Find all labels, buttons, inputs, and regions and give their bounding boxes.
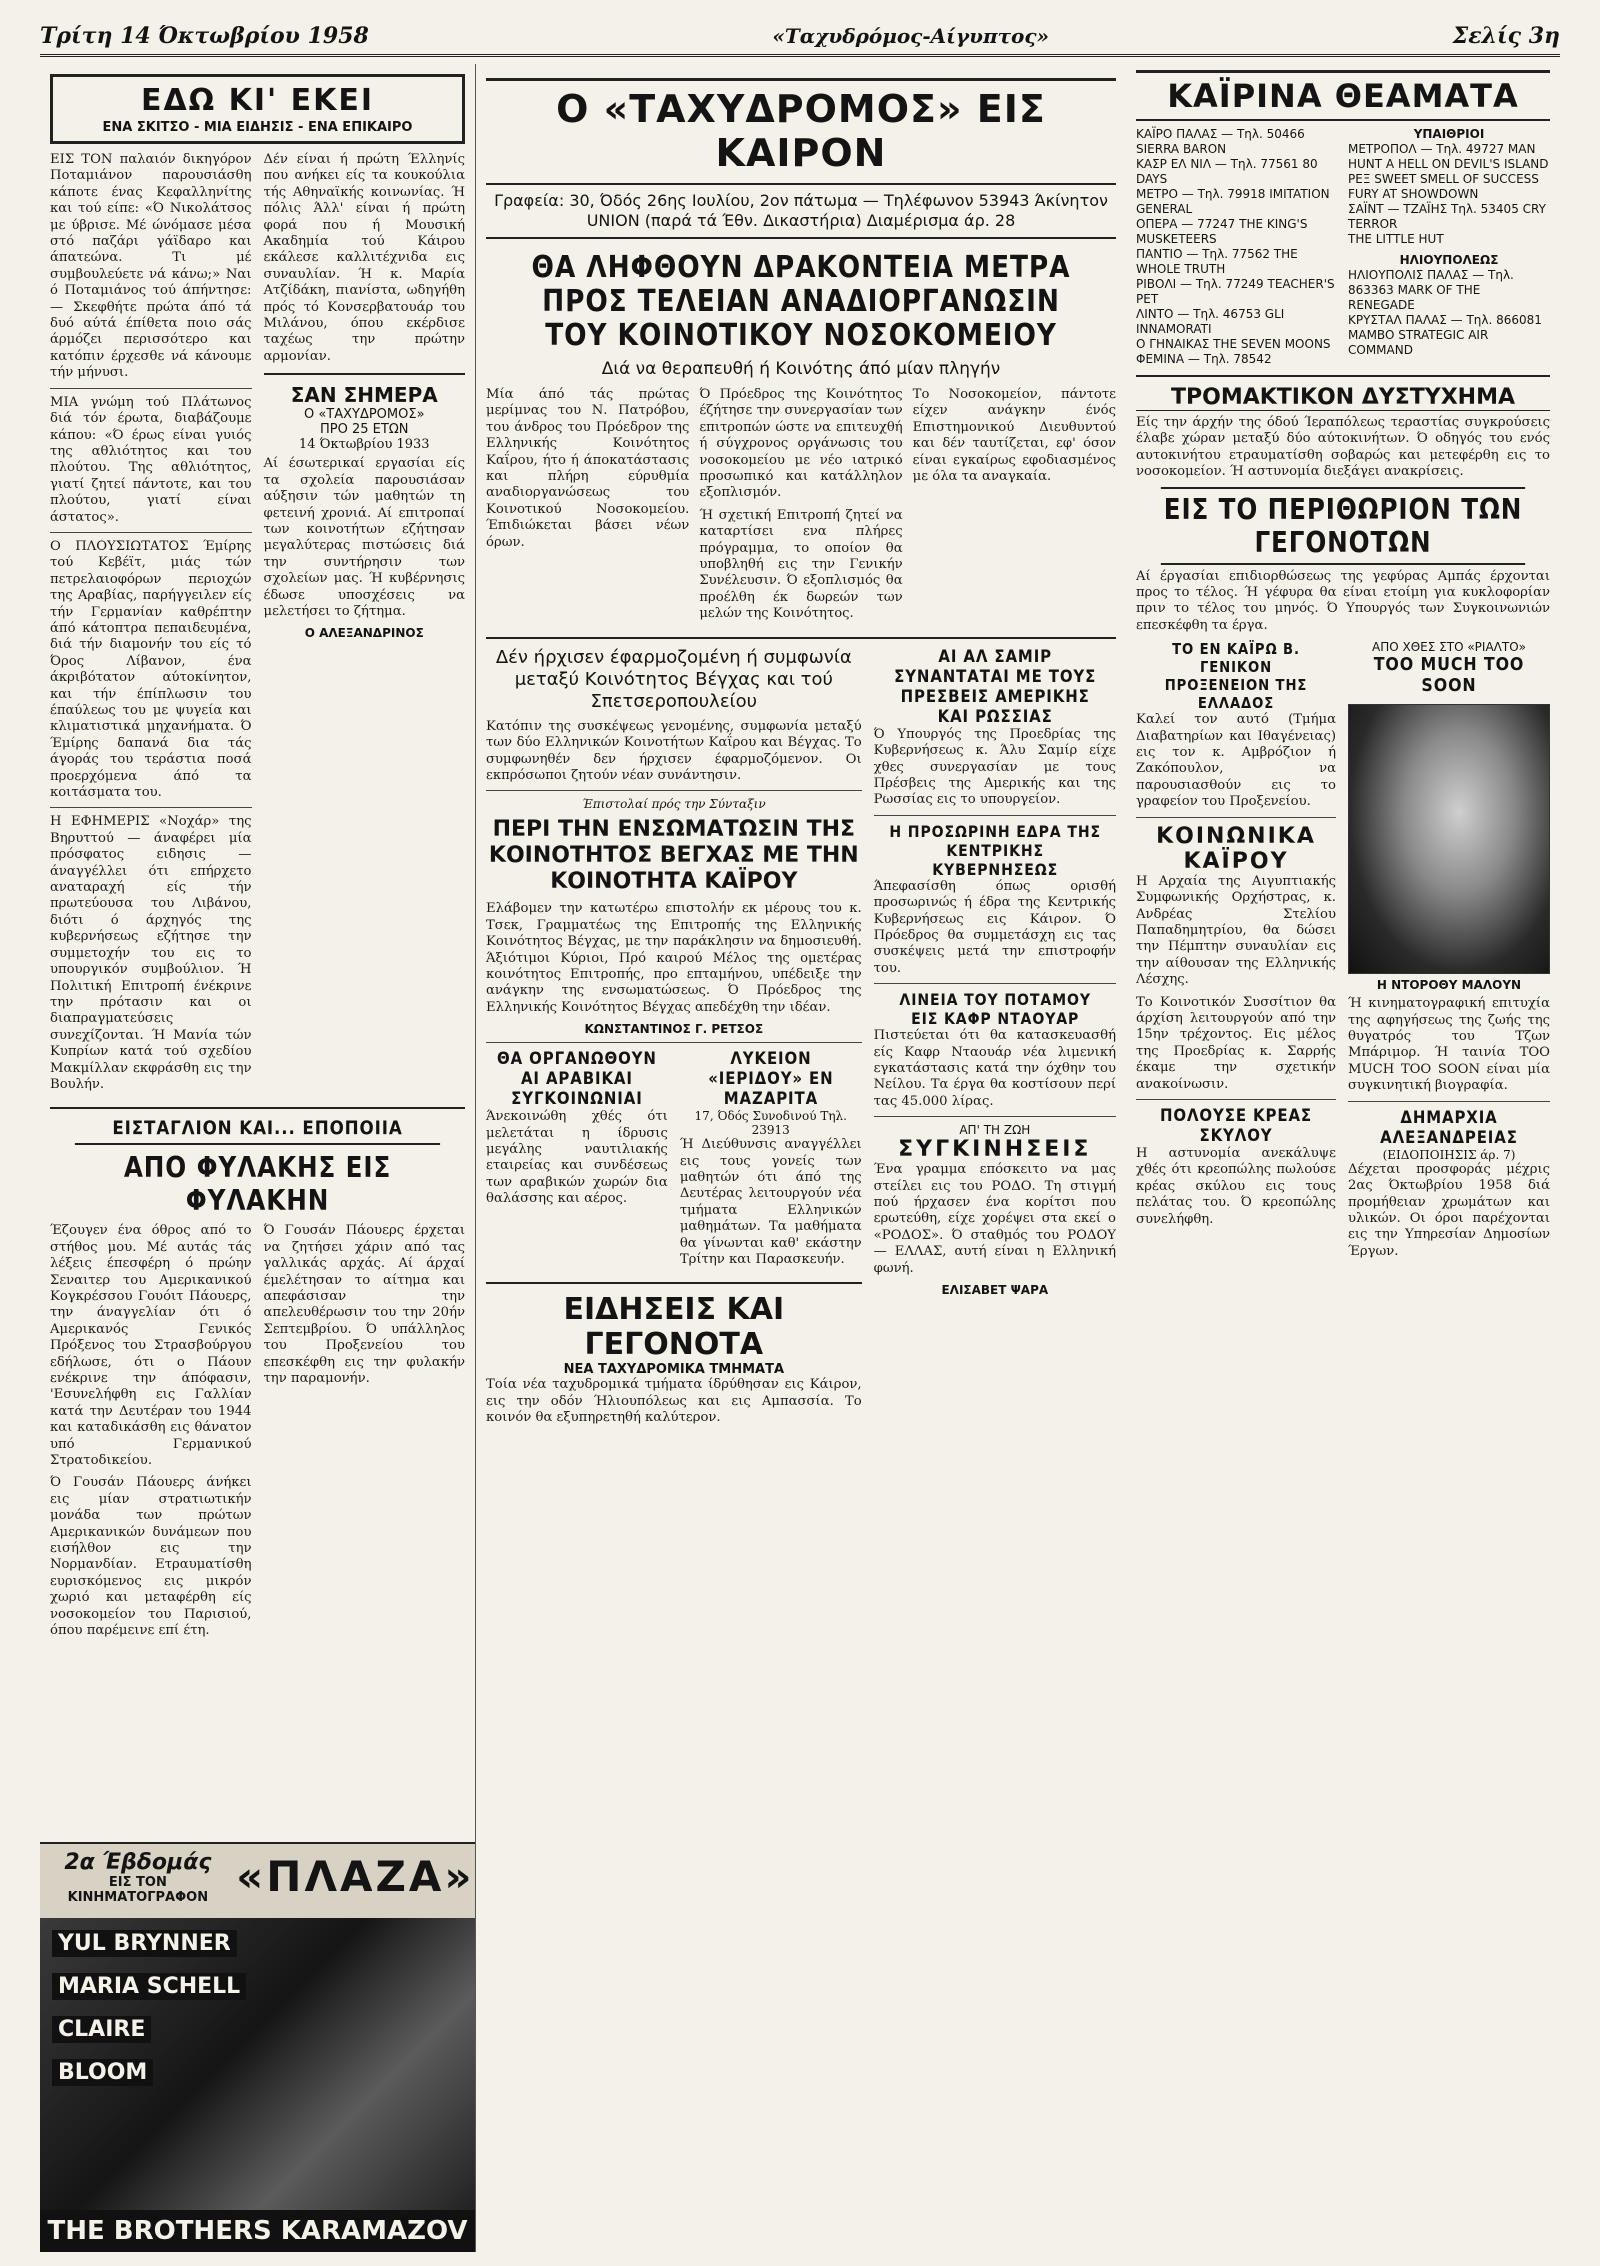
cinema-listings: [1136, 127, 1550, 367]
heliopolis-cinema-2: ΚΡΥΣΤΑΛ ΠΑΛΑΣ — Τηλ. 866081 MAMBO STRATEGIC AIR COMMAND: [1348, 313, 1542, 357]
portrait-caption: Η ΝΤΟΡΟΘΥ ΜΑΛΟΥΝ: [1376, 978, 1522, 993]
cinema-6: ΡΙΒΟΛΙ — Τηλ. 77249 TEACHER'S PET: [1136, 277, 1335, 306]
cinema-8: Ο ΓΗΝΑΙΚΑΣ THE SEVEN MOONS: [1136, 337, 1331, 351]
cinema-9: ΦΕΜΙΝΑ — Τηλ. 78542: [1136, 352, 1272, 366]
today-years: ΠΡΟ 25 ΕΤΩΝ: [320, 422, 409, 438]
anecdote-artist: Δέν είναι ή πρώτη Έλληνίς που ανήκει είς τα κουκούλια τής Αθηναϊκής κοινωνίας. Ή πόλις Άλλ' είναι ή πρώτη φορά που ή Μουσική Ακαδημία τού Κάιρου εκάλεσε καλλιτέχνιδα εις συναυλίαν. Ή κ. Μαρία Ατζίδάκη, πιανίστα, ωδηγήθη πρός τό Κονσερβατουάρ του Μιλάνου, όπου εκέρδισε ταχέως την πρώτην αρμονίαν.: [263, 152, 465, 364]
outdoor-cinema-3: FURY AT SHOWDOWN: [1348, 187, 1479, 201]
social-text-2: Το Κοινοτικόν Συσσίτιον θα άρχίση λειτουργούν από την 15ην τρέχοντος. Εις μέλος της Προεδρίας κ. Σαρρής έκαμε την σχετικήν ανακοίνωσιν.: [1136, 994, 1336, 1092]
section-title: Ο «ΤΑΧΥΔΡΟΜΟΣ» ΕΙΣ ΚΑΙΡΟΝ: [486, 78, 1116, 185]
ad-actor-4: BLOOM: [52, 2059, 153, 2086]
prison-story-text-a: Έζουγεν ένα όθρος από το στήθος μου. Μέ αυτάς τάς λέξεις έπεσφέρη ό πρώην Σεναιτερ του Αμερικανικού Κογκρέσσου Γουόιτ Πάουερς, την άναγγελίαν ότι ό Αμερικανός Γενικός Πρόξενος του Στρασβούργου εδήλωσε, ότι ο Πάουν ενέκρινε την άπόφασιν, 'Εσυνελήφθη εις Γαλλίαν κατά την Δευτέραν του 1944 και καταδικάσθη εις θάνατον υπό Γερμανικού Στρατοδικείου.: [50, 1223, 252, 1469]
here-and-there-box: [50, 74, 465, 144]
outdoor-cinema-1: ΜΕΤΡΟΠΟΛ — Τηλ. 49727 MAN HUNT A HELL ON DEVIL'S ISLAND: [1348, 142, 1549, 171]
anecdote-plato: ΜΙΑ γνώμη τού Πλάτωνος διά τόν έρωτα, διαβάζουμε κάπου: «Ό έρως είναι γυιός της αθλιότητος και του πλούτου. Της αθλιότητος, γιατί ζητεί πάντοτε, και του πλούτου, γιατί είναι άστατος».: [50, 394, 252, 525]
prison-story-text-b: Ό Γουσάν Πάουερς άνήκει εις μίαν στρατιωτικήν μονάδα των πρώτων Αμερικανικών δυνάμεων που εισήλθον εις την Νορμανδίαν. Ετραυματίσθη ευρισκόμενος εις μικρόν χωριό και μεταφέρθη είς νοσοκομείον του Παρισιού, όπου παρέμεινε επί έτη.: [50, 1475, 252, 1639]
news-subheadline: ΝΕΑ ΤΑΧΥΔΡΟΜΙΚΑ ΤΜΗΜΑΤΑ: [563, 1362, 785, 1378]
masthead: [40, 18, 1560, 57]
margin-text: Αί έργασίαι επιδιορθώσεως της γεφύρας Αμπάς έρχονται προς το τέλος. Ή γέφυρα θα είναι ετοίμη για κυκλοφορίαν πριν το τέλος του μηνός. Ό Υπουργός των Συγκοινωνιών επεσκέφθη τα έργα.: [1136, 568, 1550, 633]
letter-headline: ΠΕΡΙ ΤΗΝ ΕΝΣΩΜΑΤΩΣΙΝ ΤΗΣ ΚΟΙΝΟΤΗΤΟΣ ΒΕΓΧΑΣ ΜΕ ΤΗΝ ΚΟΙΝΟΤΗΤΑ ΚΑΪΡΟΥ: [488, 817, 859, 895]
letter-signature: ΚΩΝΣΤΑΝΤΙΝΟΣ Γ. ΡΕΤΣΟΣ: [584, 1022, 764, 1037]
municipality-text: Δέχεται προσφοράς μέχρις 2ας Όκτωβρίου 1958 διά προμήθειαν χρωμάτων και υλικών. Οι όροι παρέχονται εις την Υπηρεσίαν Δημοσίων Έργων.: [1348, 1161, 1550, 1259]
anecdote-beirut: Η ΕΦΗΜΕΡΙΣ «Νοχάρ» της Βηρυττού — άναφέρει μία πρόσφατος ειδησις — άναγγέλλει ότι επήρχετο αναταραχή είς τήν πρωτεύουσα του Λιβάνου, διότι ό άρχηγός της κυβερνήσεως εζήτησε την συμμετοχήν του εις το υπουργικόν συμβούλιον. Ή Πολιτική Επιτροπή ένέκρινε την πρότασιν και οι διαπραγματεύσεις συνεχίζονται. Ή Μανία τών Κυπρίων κατά τού σχεδίου Μακμίλλαν εκφράσθη εις την Βουλήν.: [50, 814, 252, 1092]
letter-text: Ελάβομεν την κατωτέρω επιστολήν εκ μέρους του κ. Τσεκ, Γραμματέως της Επιτροπής της Ελληνικής Κοινότητος Βέγχας, με την παράκλησιν να δημοσιευθή. Άξιότιμοι Κύριοι, Πρό καιρού Μέλος της ομετέρας κοινότητος Επιτροπής, προ επταμήνου, υπέδειξε την ανάγκην της ενσωματώσεως. Ό Πρόεδρος της Ελληνικής Κοινότητος Βέγχας απεδέχθη την ιδέαν.: [486, 901, 862, 1015]
arab-headline: ΘΑ ΟΡΓΑΝΩΘΟΥΝ ΑΙ ΑΡΑΒΙΚΑΙ ΣΥΓΚΟΙΝΩΝΙΑΙ: [497, 1049, 657, 1110]
dog-meat-text: Η αστυνομία ανεκάλυψε χθές ότι κρεοπώλης πωλούσε κρέας σκύλου εις τους πελάτας του. Ό κρεοπώλης συνελήφθη.: [1136, 1145, 1336, 1227]
masthead-date: Τρίτη 14 Όκτωβρίου 1958: [40, 23, 369, 49]
plaza-cinema-ad: [40, 1842, 475, 2252]
outdoor-cinema-5: THE LITTLE HUT: [1348, 232, 1444, 246]
ad-actor-1: YUL BRYNNER: [52, 1930, 237, 1957]
masthead-page-number: Σελίς 3η: [1452, 23, 1560, 49]
samir-text: Ό Υπουργός της Προεδρίας της Κυβερνήσεως κ. Άλυ Σαμίρ είχε χθες συνεργασίαν με τους Πρέσβεις της Αμερικής και της Ρωσσίας εις το υπουργείον.: [873, 726, 1116, 808]
office-address: Γραφεία: 30, Όδός 26ης Ιουλίου, 2ον πάτωμα — Τηλέφωνον 53943 Άκίνητον UNION (παρά τά Έθν. Δικαστήρια) Διαμέρισμα άρ. 28: [486, 185, 1116, 239]
today-text: Αί έσωτερικαί εργασίαι είς τα σχολεία παρουσιάσαν αύξησιν τών μαθητών τη φετεινή χρονιά. Αί επιτροπαί των κοινοτήτων εζήτησαν μεγαλύτερας πιστώσεις διά την συντήρησιν των σχολείων μας. Ή κυβέρνησις έδωσε υποσχέσεις να μελετήσει το ζήτημα.: [263, 456, 465, 619]
lyceum-address: 17, Όδός Συνοδινού Τηλ. 23913: [694, 1109, 847, 1138]
ad-actor-2: MARIA SCHELL: [52, 1973, 246, 2000]
lead-text-a: Μία άπό τάς πρώτας μερίμνας του Ν. Πατρόβου, του άνδρος του Πρόεδρον της Ελληνικής Κοινότητος Καΐρου, ήτο ή άποκατάστασις και πλήρη εύρυθμία αναδιοργανώσεως του Κοινοτικού Νοσοκομείου. Έπιδιώκεται βάσει νέων όρων.: [486, 387, 690, 550]
outdoor-cinema-4: ΣΑΪΝΤ — ΤΖΑΪΗΣ Τηλ. 53405 CRY TERROR: [1348, 202, 1546, 231]
accident-headline: ΤΡΟΜΑΚΤΙΚΟΝ ΔΥΣΤΥΧΗΜΑ: [1136, 385, 1550, 411]
rialto-film: TOO MUCH TOO SOON: [1373, 654, 1525, 697]
column-right: [1126, 64, 1560, 2252]
today-subtitle: Ο «ΤΑΧΥΔΡΟΜΟΣ»: [303, 407, 425, 423]
here-and-there-subtitle: ΕΝΑ ΣΚΙΤΣΟ - ΜΙΑ ΕΙΔΗΣΙΣ - ΕΝΑ ΕΠΙΚΑΙΡΟ: [102, 120, 413, 135]
life-headline: ΣΥΓΚΙΝΗΣΕΙΣ: [898, 1137, 1092, 1163]
seat-headline: Η ΠΡΟΣΩΡΙΝΗ ΕΔΡΑ ΤΗΣ ΚΕΝΤΡΙΚΗΣ ΚΥΒΕΡΝΗΣΕΩΣ: [889, 821, 1101, 879]
column-left: [40, 64, 476, 2252]
lead-text-b: Ό Πρόεδρος της Κοινότητος έζήτησε την συνεργασίαν των επιτροπών ώστε να επιτευχθή ή σύγχρονος οργάνωσις του νοσοκομείου με νέο ιατρικό προσωπικό και κατάλληλον εξοπλισμόν.: [699, 387, 903, 501]
cinema-7: ΛΙΝΤΟ — Τηλ. 46753 GLI INNAMORATI: [1136, 307, 1285, 336]
lead-text-c: Ή σχετική Επιτροπή ζητεί να καταρτίσει ενα πλήρες πρόγραμμα, το οποίον θα υποβληθή εις την Γενικήν Συνέλευσιν. Ό εξοπλισμός θα προέλθη έκ δωρεών των μελών της Κοινότητος.: [699, 507, 903, 622]
rialto-tag: ΑΠΟ ΧΘΕΣ ΣΤΟ «ΡΙΑΛΤΟ»: [1372, 640, 1526, 655]
ad-actor-3: CLAIRE: [52, 2016, 151, 2043]
cinema-1: ΚΑΪΡΟ ΠΑΛΑΣ — Τηλ. 50466 SIERRA BARON: [1136, 127, 1305, 156]
lead-body: [486, 387, 1116, 629]
actress-portrait: [1348, 704, 1550, 974]
left-twin-columns: [50, 152, 465, 1099]
ad-week: 2α Έβδομάς: [64, 1850, 212, 1875]
veghas-text: Κατόπιν της συσκέψεως γενομένης, συμφωνία μεταξύ των δύο Ελληνικών Κοινοτήτων Καΐρου και Βέγχας. Το συμφωνηθέν δεν ήρχισεν έφαρμοζόμενον. Οι εκπρόσωποι ζητούν νέαν συνάντησιν.: [486, 718, 862, 783]
anecdote-emir: Ο ΠΛΟΥΣΙΩΤΑΤΟΣ Έμίρης τού Κεβέϊτ, μιάς τών πετρελαιοφόρων περιοχών της Αραβίας, παρήγγειλεν είς τήν Γερμανίαν καθρέπτην άπό κάτοπτρα πεπαιδευμένα, διά τήν διαμονήν του είς τό Όρος Λίβανον, ένα άκριβότατον αύτοκίνητον, και τήν έπίπλωσιν του έπαύλεως του με ψυγεία και κλιματιστικά μηχανήματα. Ό Έμίρης δαπανά δια τάς άγοράς του τεράστια ποσά προερχόμενα άπό τα κοιτάσματα του.: [50, 538, 252, 801]
today-signature: Ο ΑΛΕΞΑΝΔΡΙΝΟΣ: [304, 626, 424, 641]
accident-text: Είς την άρχήν της όδού Ίεραπόλεως τεραστίας συγκρούσεις έλαβε χώραν μεταξύ δύο αύτοκινήτων. Ό οδηγός του ενός αυτοκινήτου ετραυματίσθη σοβαρώς και μετεφέρθη εις το νοσοκομείον. Ή αστυνομία διεξάγει ανακρίσεις.: [1136, 415, 1550, 480]
cinema-5: ΠΑΝΤΙΟ — Τηλ. 77562 THE WHOLE TRUTH: [1136, 247, 1298, 276]
ad-week-sub: ΕΙΣ ΤΟΝ ΚΙΝΗΜΑΤΟΓΡΑΦΟΝ: [67, 1875, 209, 1905]
lyceum-headline: ΛΥΚΕΙΟΝ «ΙΕΡΙΔΟΥ» ΕΝ ΜΑΖΑΡΙΤΑ: [708, 1049, 834, 1110]
prison-story-body: [50, 1223, 465, 1645]
arab-lyceum-row: [486, 1049, 862, 1274]
margin-headline: ΕΙΣ ΤΟ ΠΕΡΙΘΩΡΙΟΝ ΤΩΝ ΓΕΓΟΝΟΤΩΝ: [1161, 487, 1525, 565]
municipality-headline: ΔΗΜΑΡΧΙΑ ΑΛΕΞΑΝΔΡΕΙΑΣ: [1380, 1107, 1518, 1148]
life-signature: ΕΛΙΣΑΒΕΤ ΨΑΡΑ: [941, 1283, 1049, 1298]
consulate-text: Καλεί τον αυτό (Τμήμα Διαβατηρίων και Ιθαγένειας) εις τον κ. Αμβρόζιον ή Ζακόπουλον, να παρουσιασθούν εις το γραφείον του Προξενείου.: [1136, 712, 1336, 810]
cinema-4: ΟΠΕΡΑ — 77247 THE KING'S MUSKETEERS: [1136, 217, 1308, 246]
letters-tag: Έπιστολαί πρός την Σύνταξιν: [581, 797, 766, 812]
cinema-2: ΚΑΣΡ ΕΛ ΝΙΛ — Τηλ. 77561 80 DAYS: [1136, 157, 1318, 186]
life-text: Ένα γραμμα επόσκειτο να μας στείλει εις του ΡΟΔΟ. Τη στιγμή πού ήρχασεν ένα κορίτσι που ερωτεύθη, είχε χορέψει στα εκεί ο «ΡΟΔΟΣ». Ό σταθμός του ΡΟΔΟΥ — ΕΛΛΑΣ, αυτή είναι η Ελληνική φωνή.: [873, 1162, 1116, 1276]
lead-headline: ΘΑ ΛΗΦΘΟΥΝ ΔΡΑΚΟΝΤΕΙΑ ΜΕΤΡΑ ΠΡΟΣ ΤΕΛΕΙΑΝ ΑΝΑΔΙΟΡΓΑΝΩΣΙΝ ΤΟΥ ΚΟΙΝΟΤΙΚΟΥ ΝΟΣΟΚΟΜΕΙΟΥ: [531, 250, 1071, 353]
news-headline: ΕΙΔΗΣΕΙΣ ΚΑΙ ΓΕΓΟΝΟΤΑ: [563, 1292, 785, 1363]
social-text: Η Αρχαία της Αιγυπτιακής Συμφωνικής Ορχήστρας, κ. Ανδρέας Στελίου Παπαδημητρίου, θα δώσει την Πέμπτην συναυλίαν εις την αίθουσαν της Ελληνικής Λέσχης.: [1136, 873, 1336, 988]
cinema-3: ΜΕΤΡΟ — Τηλ. 79918 IMITATION GENERAL: [1136, 187, 1330, 216]
outdoor-cinema-2: ΡΕΞ SWEET SMELL OF SUCCESS: [1348, 172, 1539, 186]
consulate-headline: ΤΟ ΕΝ ΚΑΪΡΩ Β. ΓΕΝΙΚΟΝ ΠΡΟΞΕΝΕΙΟΝ ΤΗΣ ΕΛΛΑΔΟΣ: [1164, 640, 1308, 713]
prison-story-title: ΑΠΟ ΦΥΛΑΚΗΣ ΕΙΣ ΦΥΛΑΚΗΝ: [123, 1151, 392, 1218]
center-lower-columns: [486, 647, 1116, 1433]
today-date: 14 Όκτωβρίου 1933: [298, 437, 430, 453]
lead-text-d: Το Νοσοκομείον, πάντοτε είχεν ανάγκην ένός Επιστημονικού Διευθυντού και δέν ταυτίζεται, εφ' όσον είναι εγκαίρως εφοδιασμένος με όλα τα αναγκαία.: [912, 387, 1116, 485]
today-title: ΣΑΝ ΣΗΜΕΡΑ: [290, 383, 438, 408]
heliopolis-cinema-1: ΗΛΙΟΥΠΟΛΙΣ ΠΑΛΑΣ — Τηλ. 863363 MARK OF THE RENEGADE: [1348, 268, 1514, 312]
rialto-text: Ή κινηματογραφική επιτυχία της αφηγήσεως της ζωής της θυγατρός του Τζων Μπάριμορ. Ή ταινία TOO MUCH TOO SOON είναι μία συγκινητική βιογραφία.: [1348, 996, 1550, 1094]
seat-text: Άπεφασίσθη όπως ορισθή προσωρινώς ή έδρα της Κεντρικής Κυβερνήσεως εις Κάιρον. Ό Πρόεδρος θα συμμετάσχη εις τας συσκέψεις μετά την επιστροφήν του.: [873, 878, 1116, 976]
municipality-notice: (ΕΙΔΟΠΟΙΗΣΙΣ άρ. 7): [1382, 1147, 1516, 1162]
band-title: ΕΙΣΤΑΓΛΙΟΝ ΚΑΙ... ΕΠΟΠΟΙΙΑ: [75, 1117, 440, 1145]
river-headline: ΛΙΝΕΙΑ ΤΟΥ ΠΟΤΑΜΟΥ ΕΙΣ ΚΑΦΡ ΝΤΑΟΥΑΡ: [899, 990, 1091, 1029]
outdoor-cinemas-head: ΥΠΑΙΘΡΙΟΙ: [1413, 127, 1485, 141]
ad-actor-list: [52, 1930, 246, 2086]
social-headline: ΚΟΙΝΩΝΙΚΑ ΚΑΪΡΟΥ: [1156, 823, 1316, 874]
dog-meat-headline: ΠΟΛΟΥΣΕ ΚΡΕΑΣ ΣΚΥΛΟΥ: [1159, 1105, 1313, 1146]
prison-story-text-c: Ό Γουσάν Πάουερς έρχεται να ζητήσει χάριν από τας γαλλικάς αρχάς. Αί άρχαί έμελέτησαν το αίτημα και απεφάσισαν την απελευθέρωσιν του την 20ήν Σεπτεμβρίου. Ό υπάλληλος του Προξενείου του επεσκέφθη εις την φυλακήν την παραμονήν.: [263, 1223, 465, 1386]
veghas-headline: Δέν ήρχισεν έφαρμοζομένη ή συμφωνία μεταξύ Κοινότητος Βέγχας και τού Σπετσεροπουλείου: [495, 646, 852, 712]
arab-text: Άνεκοινώθη χθές ότι μελετάται η ίδρυσις μεγάλης ναυτιλιακής εταιρείας και συνδέσεως των αραβικών χωρών δια θαλάσσης και αέρος.: [486, 1109, 668, 1207]
cairo-shows-title: ΚΑΪΡΙΝΑ ΘΕΑΜΑΤΑ: [1136, 70, 1550, 121]
heliopolis-head: ΗΛΙΟΥΠΟΛΕΩΣ: [1399, 253, 1499, 267]
river-text: Πιστεύεται ότι θα κατασκευασθή είς Καφρ Νταουάρ νέα λιμενική εγκατάστασις κατά την όχθην του Νείλου. Τα έργα θα κοστίσουν περί τας 45.000 λίρας.: [873, 1028, 1116, 1109]
ad-cinema-name: «ΠΛΑΖΑ»: [236, 1852, 475, 1901]
ad-film-title: THE BROTHERS KARAMAZOV: [40, 2210, 475, 2252]
life-tag: ΑΠ' ΤΗ ΖΩΗ: [959, 1123, 1031, 1138]
samir-headline: ΑΙ ΑΛ ΣΑΜΙΡ ΣΥΝΑΝΤΑΤΑΙ ΜΕ ΤΟΥΣ ΠΡΕΣΒΕΙΣ ΑΜΕΡΙΚΗΣ ΚΑΙ ΡΩΣΣΙΑΣ: [893, 646, 1096, 727]
right-lower-columns: [1136, 640, 1550, 1266]
lead-subheadline: Διά να θεραπευθή ή Κοινότης άπό μίαν πληγήν: [601, 359, 1001, 379]
column-center: [476, 64, 1126, 2252]
lyceum-text: Ή Διεύθυνσις αναγγέλλει εις τους γονείς των μαθητών ότι άπό της Δευτέρας λειτουργούν νέα τμήματα Ελληνικών μαθημάτων. Τα μαθήματα θα γίνωνται καθ' εκάστην Τρίτην και Παρασκευήν.: [679, 1137, 862, 1267]
masthead-paper-name: «Ταχυδρόμος-Αίγυπτος»: [772, 24, 1050, 48]
here-and-there-title: ΕΔΩ ΚΙ' ΕΚΕΙ: [140, 83, 375, 118]
news-text: Τοία νέα ταχυδρομικά τμήματα ίδρύθησαν εις Κάιρον, εις την οδόν Ήλιουπόλεως και εις Αμπασσία. Το κοινόν θα εξυπηρετηθή καλύτερον.: [486, 1377, 862, 1426]
anecdote-lawyer: ΕΙΣ ΤΟΝ παλαιόν δικηγόρον Ποταμιάνον παρουσιάσθη κάποτε ένας Κεφαλληνίτης και τού είπε: «Ό Νικολάτσος με ύβρισε. Μέ ώνόμασε μέσα στό παζάρι γάϊδαρο και άπατεώνα. Τι μέ συμβουλεύετε νά κάνω;» Ναι ό Ποταμιάνος τού άπήντησε: — Σκεφθήτε πρώτα άπό τά δυό αύτά έπίθετα ποιο σάς άρμόζει περισσότερο και κατόπιν έρχεσθε νά κάνουμε τήν μήνυσι.: [50, 152, 252, 381]
